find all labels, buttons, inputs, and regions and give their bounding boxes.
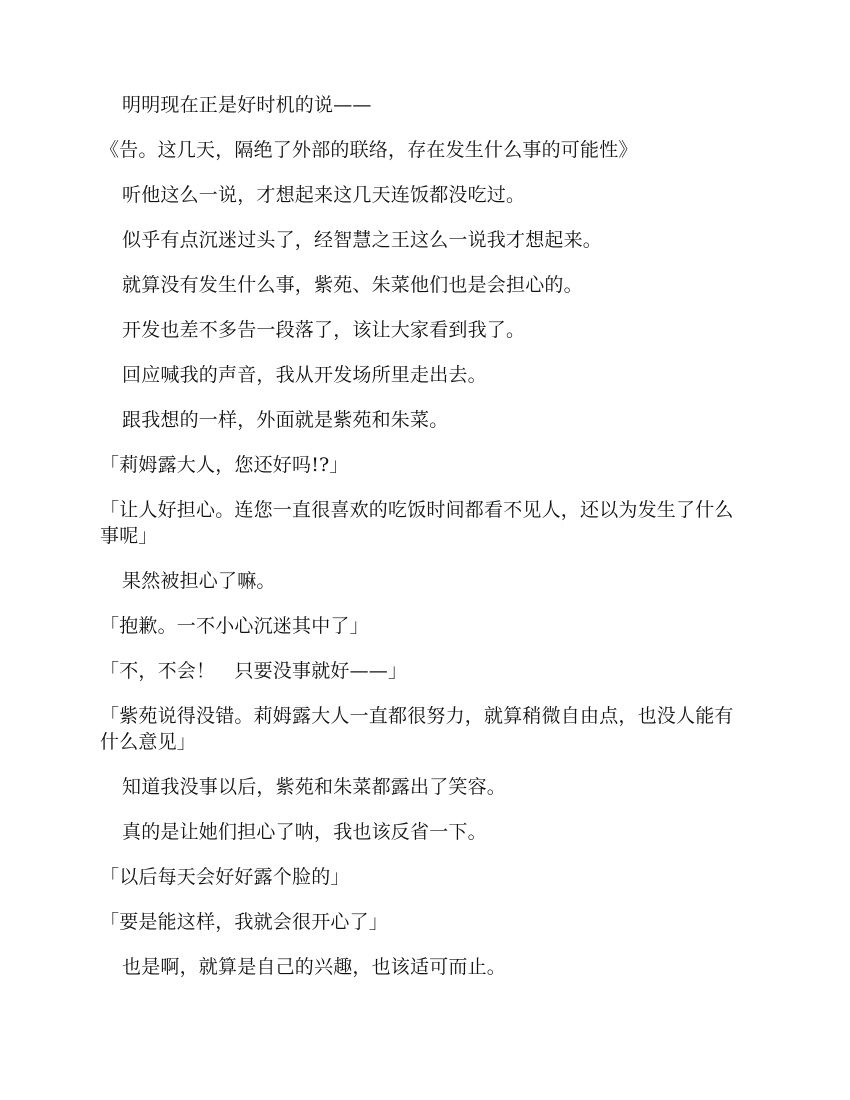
paragraph: 就算没有发生什么事，紫苑、朱菜他们也是会担心的。 [122,274,583,296]
paragraph: 似乎有点沉迷过头了，经智慧之王这么一说我才想起来。 [122,229,603,251]
paragraph: 「抱歉。一不小心沉迷其中了」 [100,615,369,637]
paragraph: 开发也差不多告一段落了，该让大家看到我了。 [122,319,526,341]
paragraph: 「紫苑说得没错。莉姆露大人一直都很努力，就算稍微自由点，也没人能有什么意见」 [100,705,734,753]
paragraph: 「不，不会！ 只要没事就好——」 [100,660,408,682]
paragraph: 听他这么一说，才想起来这几天连饭都没吃过。 [122,184,526,206]
paragraph: 「让人好担心。连您一直很喜欢的吃饭时间都看不见人，还以为发生了什么事呢」 [100,499,734,547]
paragraph: 也是啊，就算是自己的兴趣，也该适可而止。 [122,956,507,978]
paragraph: 回应喊我的声音，我从开发场所里走出去。 [122,364,487,386]
paragraph: 明明现在正是好时机的说—— [122,94,372,116]
paragraph: 「莉姆露大人，您还好吗!?」 [100,454,349,476]
paragraph: 真的是让她们担心了呐，我也该反省一下。 [122,821,487,843]
paragraph: 知道我没事以后，紫苑和朱菜都露出了笑容。 [122,776,507,798]
paragraph: 果然被担心了嘛。 [122,570,276,592]
document-body [100,92,750,999]
paragraph: 「要是能这样，我就会很开心了」 [100,911,389,933]
paragraph: 跟我想的一样，外面就是紫苑和朱菜。 [122,409,449,431]
paragraph: 《告。这几天，隔绝了外部的联络，存在发生什么事的可能性》 [100,139,638,161]
paragraph: 「以后每天会好好露个脸的」 [100,866,350,888]
